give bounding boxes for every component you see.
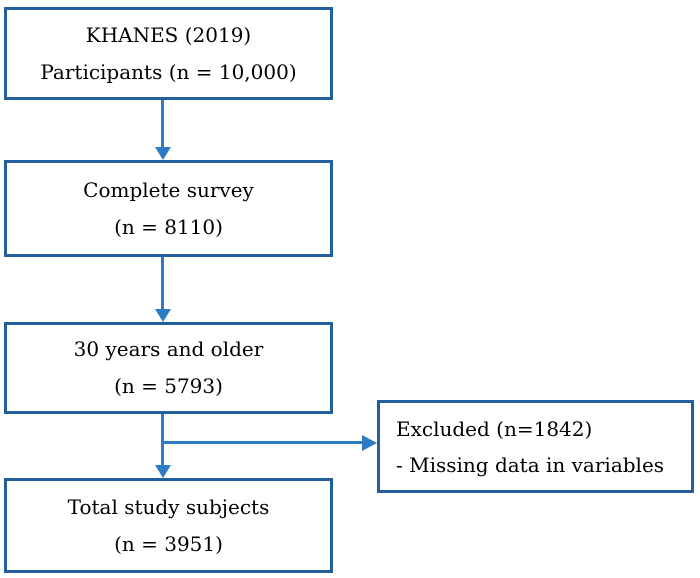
node-complete-survey-count: (n = 8110) bbox=[114, 214, 223, 239]
arrow-down-icon bbox=[155, 309, 171, 322]
node-khanes-count: Participants (n = 10,000) bbox=[40, 59, 297, 84]
node-age-30-and-older bbox=[4, 322, 333, 414]
node-total-title: Total study subjects bbox=[67, 494, 270, 519]
node-complete-survey bbox=[4, 160, 333, 257]
arrow-down-icon bbox=[155, 465, 171, 478]
node-age-title: 30 years and older bbox=[73, 337, 264, 361]
node-complete-survey-title: Complete survey bbox=[83, 177, 254, 202]
connector-line-age-to-total bbox=[161, 414, 164, 466]
node-total-study-subjects bbox=[4, 478, 333, 573]
node-khanes-title: KHANES (2019) bbox=[85, 22, 252, 47]
node-total-count: (n = 3951) bbox=[114, 531, 223, 556]
node-excluded-title: Excluded (n=1842) bbox=[396, 416, 593, 441]
node-khanes-participants bbox=[4, 7, 333, 100]
arrow-right-icon bbox=[362, 435, 377, 451]
node-excluded-reason: - Missing data in variables bbox=[396, 452, 665, 477]
connector-line-age-to-excluded bbox=[161, 441, 362, 444]
node-excluded bbox=[377, 400, 694, 493]
node-age-count: (n = 5793) bbox=[114, 374, 223, 398]
connector-line-survey-to-age bbox=[161, 257, 164, 310]
connector-line-khanes-to-survey bbox=[161, 100, 164, 148]
arrow-down-icon bbox=[155, 147, 171, 160]
